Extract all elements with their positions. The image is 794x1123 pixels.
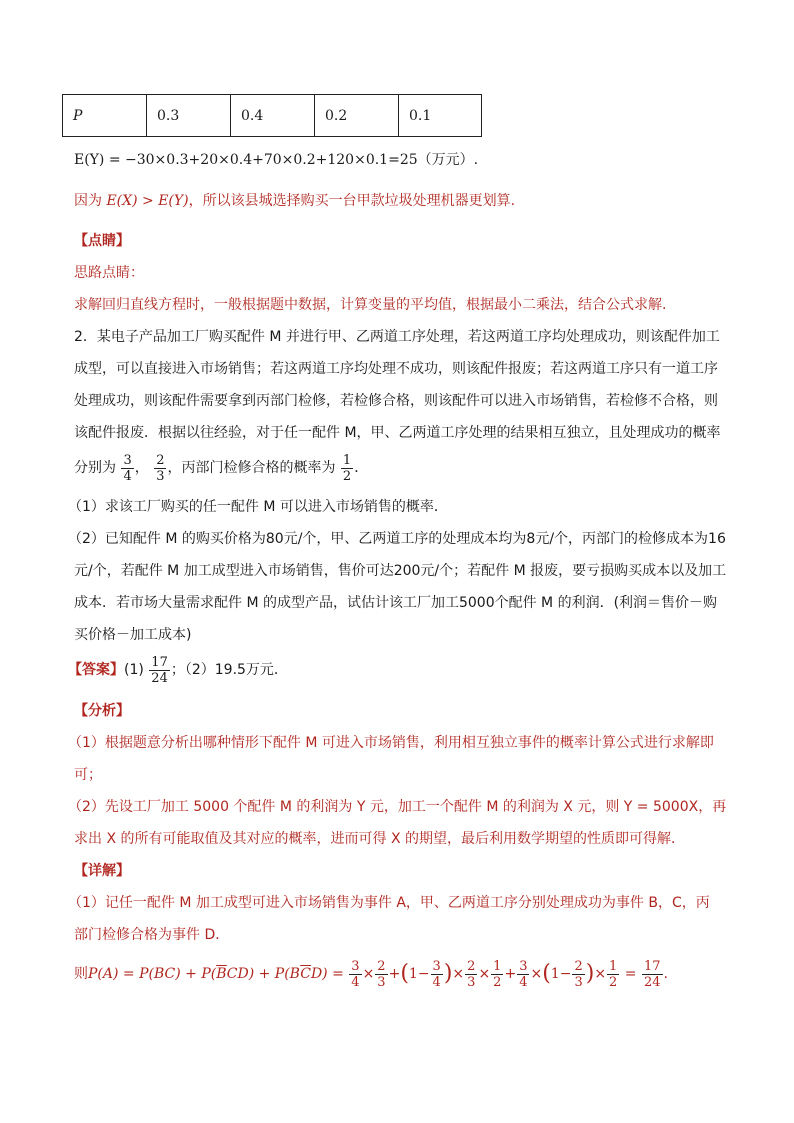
problem2-line5: 分别为 $\frac{3}{4}$ ， $\frac{2}{3}$ ，丙部门检修合格的概率为 $\frac{1}{2}$ ． — [74, 452, 369, 484]
fraction-denominator: 4 — [123, 468, 132, 484]
probability-equation: 则$P(A) = P(BC) + P(\overline{B}CD) + P(B\overline{C}D)$ = $\frac{3}{4}$ × $\frac{2}{3}$ +(1− $\frac{3}{4}$ )× $\frac{2}{3}$ × $\frac{1}{2}$ + $\frac{3}{4}$ ×(1− $\frac{2}{3}$ )× $\frac{1}{2}$ = $\frac{17}{24}$ . — [74, 958, 668, 990]
eq-frac: $\frac{1}{2}$ — [609, 958, 618, 990]
problem2-line4: 该配件报废．根据以往经验，对于任一配件 M，甲、乙两道工序处理的结果相互独立，且处理成功的概率 — [74, 425, 721, 441]
expectation-y-unit: （万元）. — [417, 152, 479, 168]
answer-line — [68, 650, 288, 690]
problem2-line1: 2．某电子产品加工厂购买配件 M 并进行甲、乙两道工序处理，若这两道工序均处理成功，则该配件加工 — [74, 329, 720, 345]
fraction-numerator: 17 — [151, 654, 168, 670]
answer-part2: ；（2）19.5万元． — [170, 662, 288, 678]
problem2-line5-prefix: 分别为 — [74, 460, 116, 476]
equation-prefix: 则 — [74, 966, 88, 982]
question-2-line3: 成本．若市场大量需求配件 M 的成型产品，试估计该工厂加工5000个配件 M 的利润．(利润＝售价－购 — [74, 595, 718, 611]
fraction-numerator: 1 — [342, 452, 352, 468]
fraction-denominator: 2 — [342, 468, 352, 484]
fraction-two-thirds — [154, 453, 166, 484]
eq-frac: $\frac{2}{3}$ — [377, 958, 386, 990]
answer-part1: (1) — [124, 662, 144, 678]
fraction-numerator: 2 — [156, 452, 165, 468]
table-cell: 0.2 — [315, 95, 399, 137]
table-cell: 0.4 — [231, 95, 315, 137]
problem2-line5-mid: ，丙部门检修合格的概率为 — [167, 460, 336, 476]
fraction-denominator: 24 — [151, 670, 168, 686]
section-dianjing-heading: 【点睛】 — [74, 233, 130, 249]
question-2-line4: 买价格－加工成本) — [74, 627, 192, 643]
section-detail-heading: 【详解】 — [74, 863, 130, 879]
answer-fraction — [149, 655, 170, 686]
fraction-denominator: 24 — [643, 974, 661, 990]
problem2-line5-end: ． — [354, 460, 369, 476]
fraction-one-half — [341, 453, 353, 484]
eq-frac: $\frac{3}{4}$ — [519, 958, 528, 990]
analysis-line1: （1）根据题意分析出哪种情形下配件 M 可进入市场销售，利用相互独立事件的概率计算公式进行求解即 — [68, 735, 714, 751]
table-cell: 0.3 — [147, 95, 231, 137]
analysis-line2: 可； — [74, 767, 102, 783]
answer-label: 【答案】 — [68, 662, 124, 678]
question-2-line1: （2）已知配件 M 的购买价格为80元/个，甲、乙两道工序的处理成本均为8元/个，丙部门的检修成本为16 — [68, 531, 726, 547]
eq-frac: $\frac{3}{4}$ — [351, 958, 360, 990]
question-1: （1）求该工厂购买的任一配件 M 可以进入市场销售的概率． — [68, 499, 448, 515]
analysis-line4: 求出 X 的所有可能取值及其对应的概率，进而可得 X 的期望，最后利用数学期望的性质即可得解． — [74, 831, 685, 847]
fraction-denominator: 3 — [156, 468, 165, 484]
silu-text: 求解回归直线方程时，一般根据题中数据，计算变量的平均值，根据最小二乘法，结合公式求解. — [74, 297, 667, 313]
equation-body: $P(A) = P(BC) + P(\overline{B}CD) + P(B\overline{C}D)$ = — [88, 966, 349, 982]
detail-line1: （1）记任一配件 M 加工成型可进入市场销售为事件 A，甲、乙两道工序分别处理成功为事件 B，C，丙 — [68, 895, 710, 911]
table-cell: 0.1 — [399, 95, 482, 137]
eq-frac: $\frac{3}{4}$ — [432, 958, 441, 990]
fraction-numerator: 3 — [123, 452, 132, 468]
conclusion-prefix: 因为 — [74, 193, 102, 209]
expectation-y-formula: E(Y) = −30×0.3+20×0.4+70×0.2+120×0.1=25 — [74, 152, 418, 168]
analysis-line3: （2）先设工厂加工 5000 个配件 M 的利润为 Y 元，加工一个配件 M 的利润为 X 元，则 Y = 5000X，再 — [68, 799, 727, 815]
section-analysis-heading: 【分析】 — [74, 703, 130, 719]
probability-table — [62, 94, 482, 137]
eq-frac: $\frac{1}{2}$ — [493, 958, 502, 990]
silu-label: 思路点睛： — [74, 265, 144, 281]
fraction-numerator: 17 — [643, 958, 661, 974]
conclusion-text: ，所以该县城选择购买一台甲款垃圾处理机器更划算. — [188, 193, 516, 209]
expectation-y-line — [74, 150, 478, 170]
problem2-line3: 处理成功，则该配件需要拿到丙部门检修，若检修合格，则该配件可以进入市场销售，若检修不合格，则 — [74, 393, 718, 409]
table-row — [63, 95, 482, 137]
table-cell: P — [63, 95, 147, 137]
fraction-three-quarters — [121, 453, 133, 484]
eq-frac: $\frac{2}{3}$ — [467, 958, 476, 990]
detail-line2: 部门检修合格为事件 D． — [74, 927, 230, 943]
conclusion-line — [74, 191, 515, 211]
problem2-line2: 成型，可以直接进入市场销售；若这两道工序均处理不成功，则该配件报废；若这两道工序只有一道工序 — [74, 361, 718, 377]
question-2-line2: 元/个，若配件 M 加工成型进入市场销售，售价可达200元/个；若配件 M 报废，要亏损购买成本以及加工 — [74, 563, 727, 579]
conclusion-math: E(X) > E(Y) — [106, 193, 189, 209]
eq-frac: $\frac{2}{3}$ — [574, 958, 583, 990]
equation-result — [642, 959, 663, 990]
